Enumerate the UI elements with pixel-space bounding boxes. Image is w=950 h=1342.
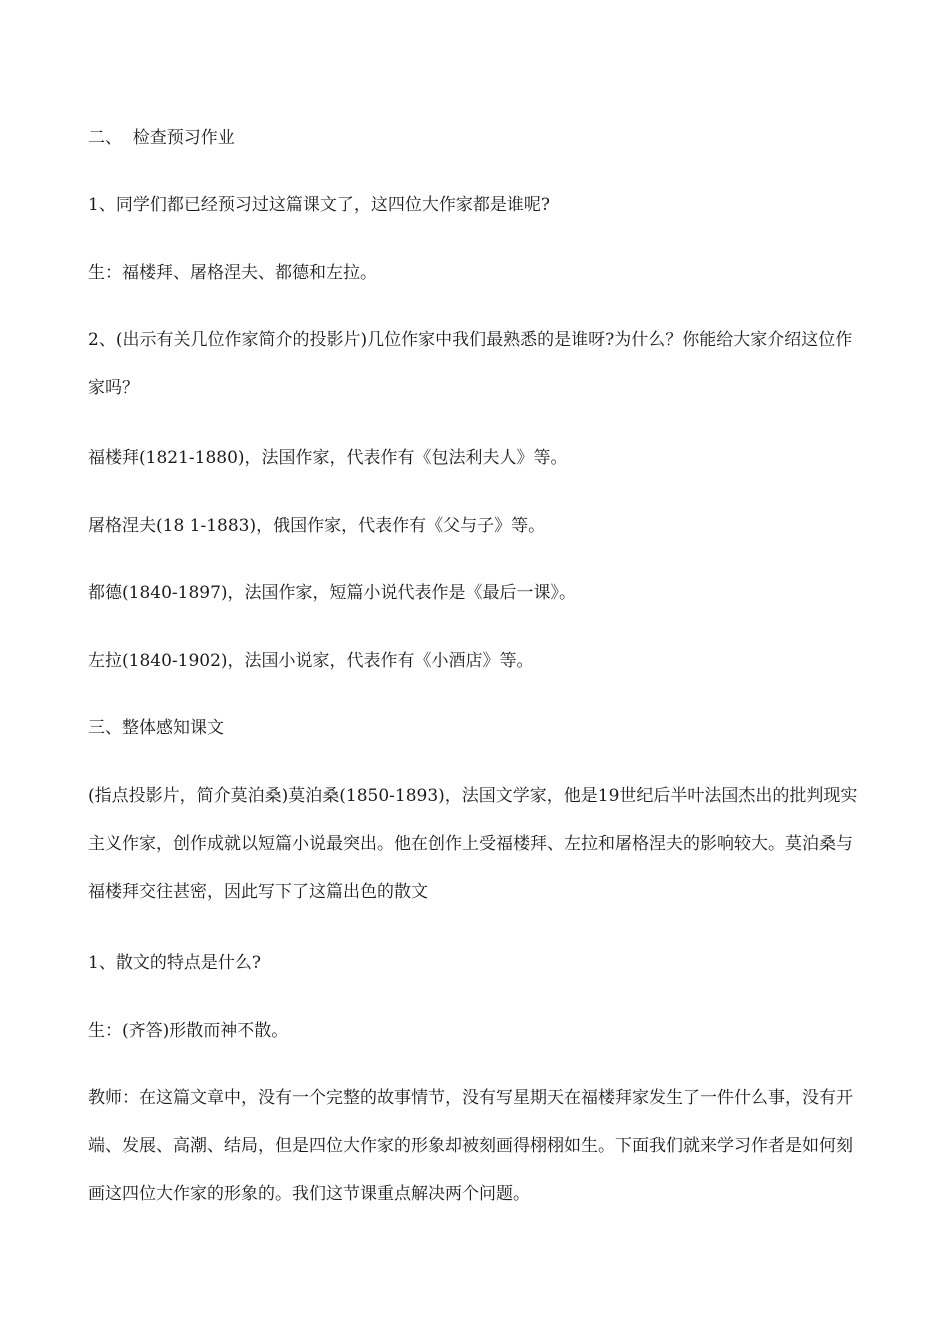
section-heading-overall-perception: 三、整体感知课文: [88, 718, 224, 738]
section-heading-check-homework: 二、 检查预习作业: [88, 128, 235, 148]
teacher-explanation: 教师：在这篇文章中，没有一个完整的故事情节，没有写星期天在福楼拜家发生了一件什么事，没有开端、发展、高潮、结局，但是四位大作家的形象却被刻画得栩栩如生。下面我们就来学习作者是如何刻画这四位大作家的形象的。我们这节课重点解决两个问题。: [88, 1088, 853, 1204]
question-2: 2、(出示有关几位作家简介的投影片)几位作家中我们最熟悉的是谁呀?为什么？你能给大家介绍这位作家吗？: [88, 330, 853, 398]
student-answer-1: 生：福楼拜、屠格涅夫、都德和左拉。: [88, 263, 377, 283]
question-1: 1、同学们都已经预习过这篇课文了，这四位大作家都是谁呢?: [88, 195, 550, 215]
author-bio-zola: 左拉(1840-1902)，法国小说家，代表作有《小酒店》等。: [88, 651, 534, 671]
author-bio-daudet: 都德(1840-1897)，法国作家，短篇小说代表作是《最后一课》。: [88, 583, 577, 603]
author-bio-turgenev: 屠格涅夫(18 1-1883)，俄国作家，代表作有《父与子》等。: [88, 516, 546, 536]
student-answer-prose: 生：(齐答)形散而神不散。: [88, 1021, 289, 1041]
author-bio-flaubert: 福楼拜(1821-1880)，法国作家，代表作有《包法利夫人》等。: [88, 448, 568, 468]
maupassant-intro: (指点投影片，简介莫泊桑)莫泊桑(1850-1893)，法国文学家，他是19世纪后半叶法国杰出的批判现实主义作家，创作成就以短篇小说最突出。他在创作上受福楼拜、左拉和屠格涅夫的影响较大。莫泊桑与福楼拜交往甚密，因此写下了这篇出色的散文: [88, 786, 858, 902]
question-prose-features: 1、散文的特点是什么?: [88, 953, 261, 973]
